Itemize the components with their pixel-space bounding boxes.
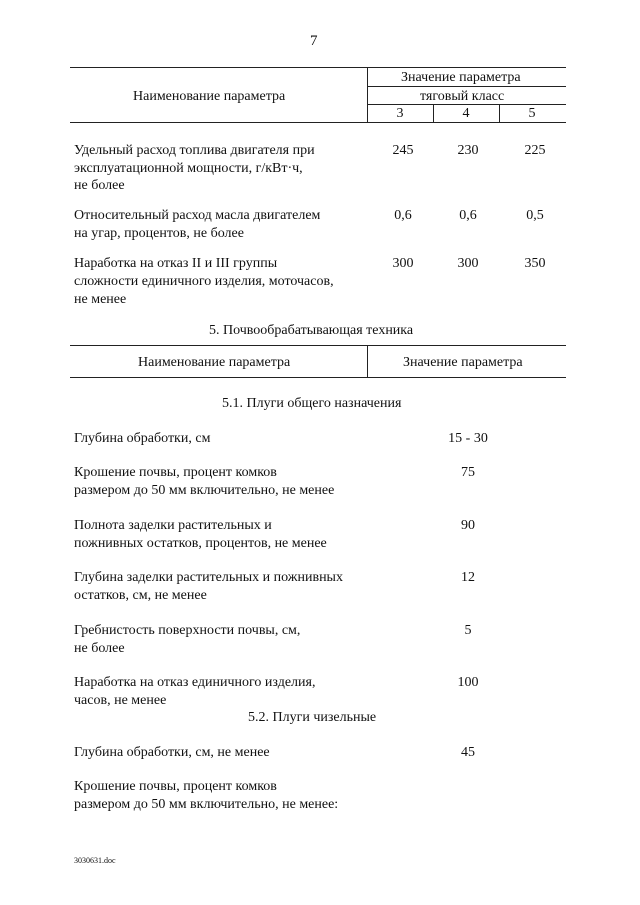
table1-header-subvalue: тяговый класс bbox=[420, 89, 505, 104]
row-value: 0,6 bbox=[459, 208, 477, 223]
table2-header-value: Значение параметра bbox=[403, 355, 523, 370]
row-value: 90 bbox=[461, 518, 475, 533]
row-value: 5 bbox=[464, 623, 472, 638]
row-param-line: Глубина обработки, см, не менее bbox=[74, 745, 270, 760]
row-value: 300 bbox=[392, 256, 414, 271]
row-value: 350 bbox=[524, 256, 546, 271]
table2-header-param: Наименование параметра bbox=[138, 355, 291, 370]
row-value: 245 bbox=[392, 143, 414, 158]
row-value: 75 bbox=[461, 465, 475, 480]
page-number: 7 bbox=[310, 33, 318, 49]
table1-class-3: 3 bbox=[396, 106, 404, 121]
row-value: 225 bbox=[524, 143, 546, 158]
table1-top-rule bbox=[70, 67, 566, 68]
row-param-line: не более bbox=[74, 178, 125, 193]
row-param-line: пожнивных остатков, процентов, не менее bbox=[74, 536, 327, 551]
row-param-line: Крошение почвы, процент комков bbox=[74, 465, 277, 480]
row-param-line: Гребнистость поверхности почвы, см, bbox=[74, 623, 301, 638]
row-param-line: сложности единичного изделия, моточасов, bbox=[74, 274, 334, 289]
row-value: 100 bbox=[457, 675, 479, 690]
table1-header-value: Значение параметра bbox=[401, 70, 521, 85]
row-param-line: Наработка на отказ II и III группы bbox=[74, 256, 278, 271]
row-value: 15 - 30 bbox=[448, 431, 488, 446]
table2-header-bottom-rule bbox=[70, 377, 566, 378]
table1-header-bottom-rule bbox=[70, 122, 566, 123]
row-param-line: Наработка на отказ единичного изделия, bbox=[74, 675, 316, 690]
subsection-title: 5.1. Плуги общего назначения bbox=[222, 396, 402, 411]
table1-class-5: 5 bbox=[528, 106, 536, 121]
table1-class-4: 4 bbox=[462, 106, 470, 121]
row-param-line: часов, не менее bbox=[74, 693, 167, 708]
table1-value-rule bbox=[367, 86, 566, 87]
row-param-line: размером до 50 мм включительно, не менее bbox=[74, 483, 335, 498]
row-param-line: не более bbox=[74, 641, 125, 656]
row-value: 230 bbox=[457, 143, 479, 158]
row-param-line: эксплуатационной мощности, г/кВт·ч, bbox=[74, 161, 303, 176]
section-title: 5. Почвообрабатывающая техника bbox=[209, 323, 414, 338]
row-value: 0,6 bbox=[394, 208, 412, 223]
subsection-title: 5.2. Плуги чизельные bbox=[248, 710, 377, 725]
table1-header-param: Наименование параметра bbox=[133, 89, 286, 104]
row-param-line: на угар, процентов, не более bbox=[74, 226, 244, 241]
table2-col-divider bbox=[367, 345, 368, 377]
row-value: 300 bbox=[457, 256, 479, 271]
table2-top-rule bbox=[70, 345, 566, 346]
row-param-line: Глубина заделки растительных и пожнивных bbox=[74, 570, 343, 585]
row-value: 12 bbox=[461, 570, 475, 585]
row-param-line: Глубина обработки, см bbox=[74, 431, 211, 446]
row-param-line: размером до 50 мм включительно, не менее: bbox=[74, 797, 339, 812]
row-param-line: Крошение почвы, процент комков bbox=[74, 779, 277, 794]
row-param-line: Относительный расход масла двигателем bbox=[74, 208, 321, 223]
row-param-line: остатков, см, не менее bbox=[74, 588, 207, 603]
footer-filename: 3030631.doc bbox=[74, 856, 116, 865]
row-param-line: Удельный расход топлива двигателя при bbox=[74, 143, 315, 158]
row-param-line: Полнота заделки растительных и bbox=[74, 518, 272, 533]
row-value: 0,5 bbox=[526, 208, 544, 223]
row-param-line: не менее bbox=[74, 292, 127, 307]
row-value: 45 bbox=[461, 745, 475, 760]
